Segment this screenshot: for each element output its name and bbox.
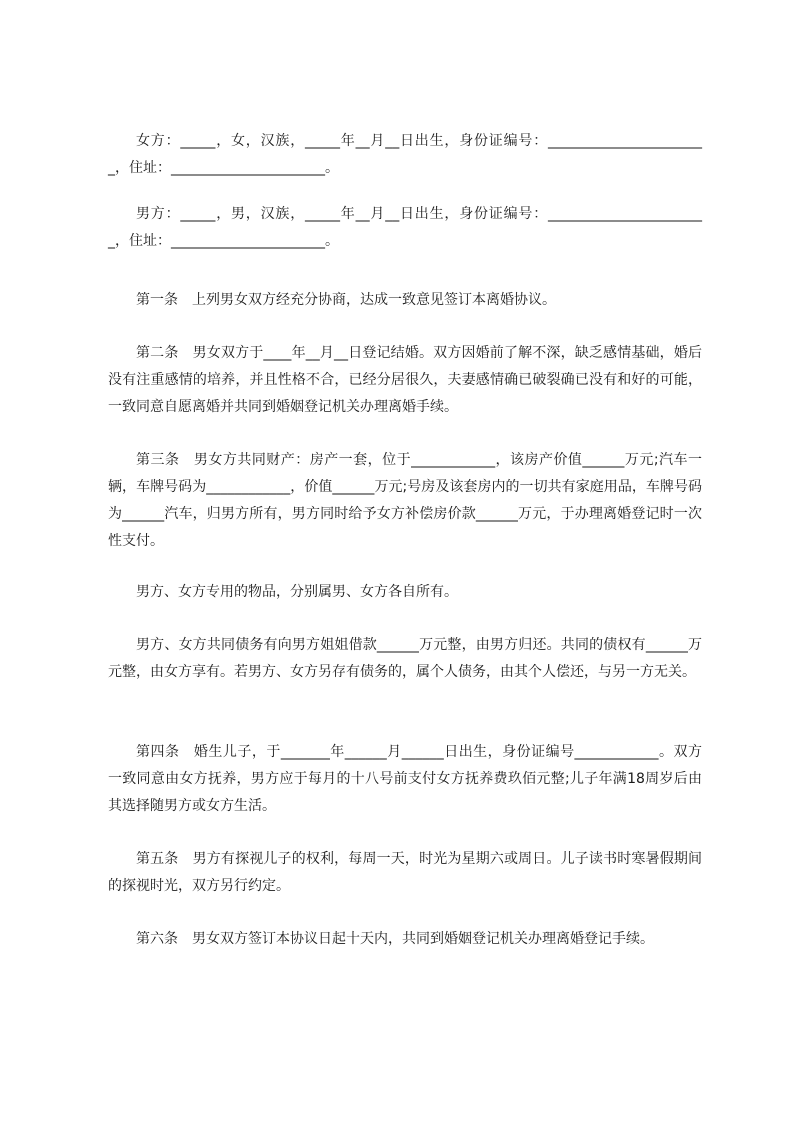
article-2-paragraph: 第二条 男女双方于____年__月__日登记结婚。双方因婚前了解不深，缺乏感情基础，婚后没有注重感情的培养，并且性格不合，已经分居很久，夫妻感情确已破裂确已没有和好的可能，一致同意自愿离婚并共同到婚姻登记机关办理离婚手续。	[108, 345, 702, 415]
party-male-paragraph: 男方：_____，男，汉族，_____年__月__日出生，身份证编号：_______________________，住址：______________________。	[108, 206, 702, 249]
article-1-paragraph: 第一条 上列男女双方经充分协商，达成一致意见签订本离婚协议。	[136, 292, 556, 308]
article-5-paragraph: 第五条 男方有探视儿子的权利，每周一天，时光为星期六或周日。儿子读书时寒暑假期间的探视时光，双方另行约定。	[108, 851, 702, 894]
article-4-paragraph: 第四条 婚生儿子，于_______年______月______日出生，身份证编号____________。双方一致同意由女方抚养，男方应于每月的十八号前支付女方抚养费玖佰元整;儿子年满18周岁后由其选择随男方或女方生活。	[108, 744, 702, 814]
debts-paragraph: 男方、女方共同债务有向男方姐姐借款______万元整，由男方归还。共同的债权有______万元整，由女方享有。若男方、女方另存有债务的，属个人债务，由其个人偿还，与另一方无关。	[108, 637, 702, 680]
article-6-paragraph: 第六条 男女双方签订本协议日起十天内，共同到婚姻登记机关办理离婚登记手续。	[136, 931, 654, 947]
personal-items-paragraph: 男方、女方专用的物品，分别属男、女方各自所有。	[136, 584, 458, 600]
article-3-paragraph: 第三条 男女方共同财产：房产一套，位于____________，该房产价值______万元;汽车一辆，车牌号码为____________，价值______万元;号房及该套房内的一切共有家庭用品，车牌号码为______汽车，归男方所有，男方同时给予女方补偿房价款______万元，于办理离婚登记时一次性支付。	[108, 452, 702, 549]
party-female-paragraph: 女方：_____，女，汉族，_____年__月__日出生，身份证编号：_______________________，住址：______________________。	[108, 133, 702, 176]
